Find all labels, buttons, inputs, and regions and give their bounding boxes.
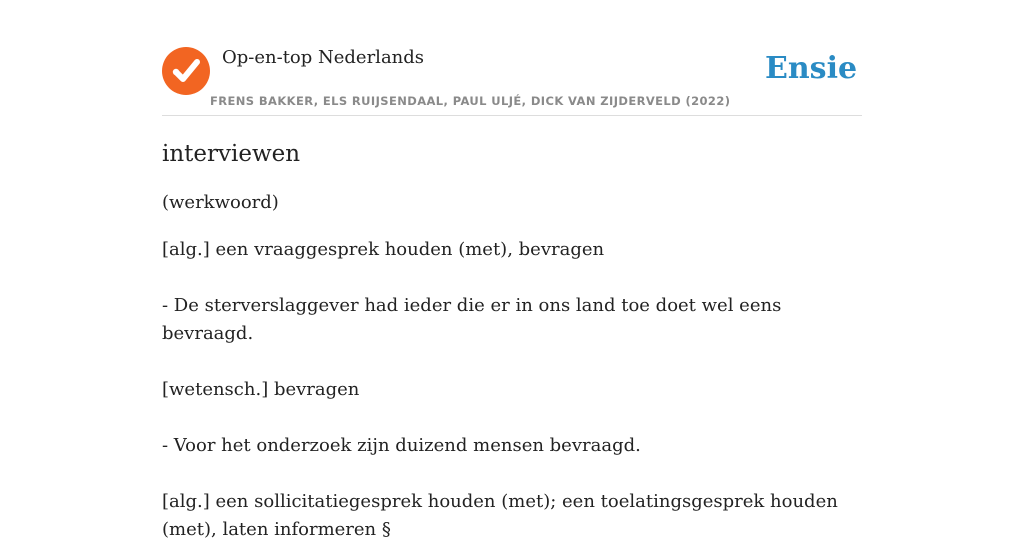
example-line: - De sterverslaggever had ieder die er in ons land toe doet wel eens bevraagd. [162,295,782,344]
headword: interviewen [162,141,301,167]
header-divider [162,115,862,116]
checkmark-circle-icon [162,47,210,95]
source-authors: FRENS BAKKER, ELS RUIJSENDAAL, PAUL ULJÉ, DICK VAN ZIJDERVELD (2022) [210,94,731,108]
source-title[interactable]: Op-en-top Nederlands [222,47,425,68]
part-of-speech: (werkwoord) [162,192,279,213]
definition-line: [alg.] een sollicitatiegesprek houden (met); een toelatingsgesprek houden (met), laten informeren § [162,491,838,540]
ensie-logo[interactable]: Ensie [765,51,858,86]
definition-line: [alg.] een vraaggesprek houden (met), bevragen [162,239,605,260]
example-line: - Voor het onderzoek zijn duizend mensen bevraagd. [162,435,641,456]
definition-line: [wetensch.] bevragen [162,379,360,400]
dictionary-entry [162,138,862,544]
